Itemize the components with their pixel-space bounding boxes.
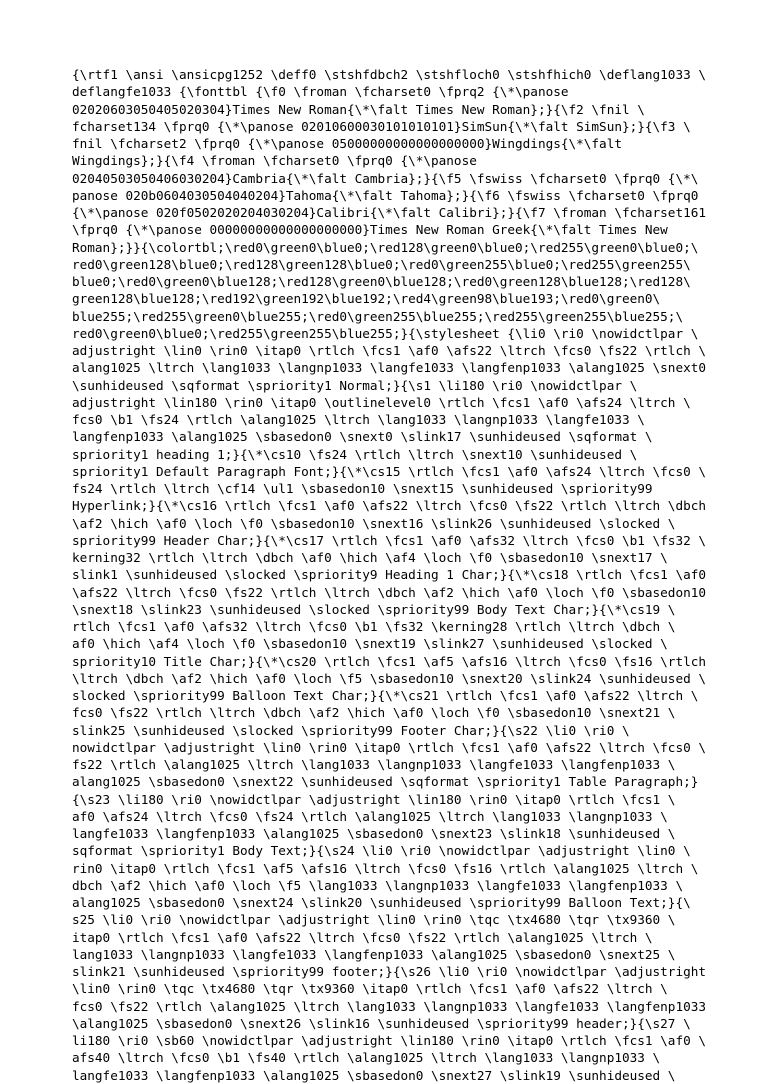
text-line: afs40 \ltrch \fcs0 \b1 \fs40 \rtlch \alang1025 \ltrch \lang1033 \langnp1033 \ [72, 1050, 661, 1066]
text-line: af0 \afs24 \ltrch \fcs0 \fs24 \rtlch \alang1025 \ltrch \lang1033 \langnp1033 \ [72, 808, 668, 824]
text-line: 02040503050406030204}Cambria{\*\falt Cambria};}{\f5 \fswiss \fcharset0 \fprq0 {\*\ [72, 170, 699, 186]
text-line: {\*\panose 020f0502020204030204}Calibri{\*\falt Calibri};}{\f7 \froman \fcharset161 [72, 205, 706, 220]
text-line: 02020603050405020304}Times New Roman{\*\falt Times New Roman};}{\f2 \fnil \ [72, 101, 645, 117]
text-line: green128\blue128;\red192\green192\blue192;\red4\green98\blue193;\red0\green0\ [72, 291, 661, 307]
text-line: spriority1 Default Paragraph Font;}{\*\cs15 \rtlch \fcs1 \af0 \afs24 \ltrch \fcs0 \ [72, 463, 706, 479]
text-line: af0 \hich \af4 \loch \f0 \sbasedon10 \snext19 \slink27 \sunhideused \slocked \ [72, 636, 668, 652]
text-line: blue0;\red0\green0\blue128;\red128\green0\blue128;\red0\green128\blue128;\red128\ [72, 274, 691, 289]
text-line: langfe1033 \langfenp1033 \alang1025 \sbasedon0 \snext23 \slink18 \sunhideused \ [72, 826, 676, 841]
text-line: \sunhideused \sqformat \spriority1 Normal;}{\s1 \li180 \ri0 \nowidctlpar \ [72, 377, 638, 393]
text-line: \alang1025 \sbasedon0 \snext26 \slink16 \sunhideused \spriority99 header;}{\s27 \ [72, 1015, 691, 1031]
text-line: fs22 \rtlch \alang1025 \ltrch \lang1033 \langnp1033 \langfe1033 \langfenp1033 \ [72, 757, 676, 772]
text-line: fcs0 \b1 \fs24 \rtlch \alang1025 \ltrch \lang1033 \langnp1033 \langfe1033 \ [72, 412, 645, 427]
text-line: spriority10 Title Char;}{\*\cs20 \rtlch \fcs1 \af5 \afs16 \ltrch \fcs0 \fs16 \rtlch [72, 653, 706, 669]
text-line: \af2 \hich \af0 \loch \f0 \sbasedon10 \snext16 \slink26 \sunhideused \slocked \ [72, 515, 676, 531]
text-line: red0\green128\blue0;\red128\green128\blue0;\red0\green255\blue0;\red255\green255\ [72, 256, 691, 272]
text-line: {\s23 \li180 \ri0 \nowidctlpar \adjustright \lin180 \rin0 \itap0 \rtlch \fcs1 \ [72, 791, 676, 807]
text-line: slink25 \sunhideused \slocked \spriority99 Footer Char;}{\s22 \li0 \ri0 \ [72, 722, 630, 738]
text-line: rin0 \itap0 \rtlch \fcs1 \af5 \afs16 \ltrch \fcs0 \fs16 \rtlch \alang1025 \ltrch \ [72, 860, 699, 876]
text-line: alang1025 \sbasedon0 \snext22 \sunhideused \sqformat \spriority1 Table Paragraph;} [72, 774, 699, 790]
text-line: deflangfe1033 {\fonttbl {\f0 \froman \fcharset0 \fprq2 {\*\panose [72, 84, 569, 100]
text-line: panose 020b0604030504040204}Tahoma{\*\falt Tahoma};}{\f6 \fswiss \fcharset0 \fprq0 [72, 187, 699, 203]
text-line: lang1033 \langnp1033 \langfe1033 \langfenp1033 \alang1025 \sbasedon0 \snext25 \ [72, 946, 676, 962]
rtf-source-text [72, 66, 712, 1084]
text-line: spriority99 Header Char;}{\*\cs17 \rtlch \fcs1 \af0 \afs32 \ltrch \fcs0 \b1 \fs32 \ [72, 532, 706, 548]
text-line: red0\green0\blue0;\red255\green255\blue255;}{\stylesheet {\li0 \ri0 \nowidctlpar \ [72, 325, 699, 341]
text-line: slink21 \sunhideused \spriority99 footer;}{\s26 \li0 \ri0 \nowidctlpar \adjustright [72, 964, 706, 979]
text-line: \afs22 \ltrch \fcs0 \fs22 \rtlch \ltrch \dbch \af2 \hich \af0 \loch \f0 \sbasedon10 [72, 584, 706, 600]
text-line: kerning32 \rtlch \ltrch \dbch \af0 \hich \af4 \loch \f0 \sbasedon10 \snext17 \ [72, 550, 668, 565]
text-line: adjustright \lin0 \rin0 \itap0 \rtlch \fcs1 \af0 \afs22 \ltrch \fcs0 \fs22 \rtlch \ [72, 343, 706, 358]
text-line: langfe1033 \langfenp1033 \alang1025 \sbasedon0 \snext27 \slink19 \sunhideused \ [72, 1067, 676, 1083]
text-line: s25 \li0 \ri0 \nowidctlpar \adjustright \lin0 \rin0 \tqc \tx4680 \tqr \tx9360 \ [72, 912, 676, 928]
text-line: Hyperlink;}{\*\cs16 \rtlch \fcs1 \af0 \afs22 \ltrch \fcs0 \fs22 \rtlch \ltrch \dbch [72, 498, 706, 514]
text-line: alang1025 \ltrch \lang1033 \langnp1033 \langfe1033 \langfenp1033 \alang1025 \snext0 [72, 360, 706, 376]
text-line: slink1 \sunhideused \slocked \spriority9 Heading 1 Char;}{\*\cs18 \rtlch \fcs1 \af0 [72, 567, 706, 583]
text-line: spriority1 heading 1;}{\*\cs10 \fs24 \rtlch \ltrch \snext10 \sunhideused \ [72, 446, 638, 462]
text-line: sqformat \spriority1 Body Text;}{\s24 \li0 \ri0 \nowidctlpar \adjustright \lin0 \ [72, 843, 691, 859]
text-line: li180 \ri0 \sb60 \nowidctlpar \adjustright \lin180 \rin0 \itap0 \rtlch \fcs1 \af0 \ [72, 1033, 706, 1048]
text-line: blue255;\red255\green0\blue255;\red0\green255\blue255;\red255\green255\blue255;\ [72, 308, 684, 324]
text-line: \fprq0 {\*\panose 00000000000000000000}Times New Roman Greek{\*\falt Times New [72, 222, 668, 238]
text-line: fcharset134 \fprq0 {\*\panose 02010600030101010101}SimSun{\*\falt SimSun};}{\f3 \ [72, 118, 691, 134]
text-line: nowidctlpar \adjustright \lin0 \rin0 \itap0 \rtlch \fcs1 \af0 \afs22 \ltrch \fcs0 \ [72, 739, 706, 755]
text-line: slocked \spriority99 Balloon Text Char;}{\*\cs21 \rtlch \fcs1 \af0 \afs22 \ltrch \ [72, 688, 699, 703]
text-line: {\rtf1 \ansi \ansicpg1252 \deff0 \stshfdbch2 \stshfloch0 \stshfhich0 \deflang1033 \ [72, 67, 706, 82]
text-line: alang1025 \sbasedon0 \snext24 \slink20 \sunhideused \spriority99 Balloon Text;}{\ [72, 895, 691, 910]
text-line: Wingdings};}{\f4 \froman \fcharset0 \fprq0 {\*\panose [72, 153, 477, 169]
text-line: langfenp1033 \alang1025 \sbasedon0 \snext0 \slink17 \sunhideused \sqformat \ [72, 429, 653, 445]
text-line: \ltrch \dbch \af2 \hich \af0 \loch \f5 \sbasedon10 \snext20 \slink24 \sunhideused \ [72, 670, 706, 686]
text-line: rtlch \fcs1 \af0 \afs32 \ltrch \fcs0 \b1 \fs32 \kerning28 \rtlch \ltrch \dbch \ [72, 619, 676, 634]
text-line: Roman};}}{\colortbl;\red0\green0\blue0;\red128\green0\blue0;\red255\green0\blue0;\ [72, 239, 699, 255]
text-line: itap0 \rtlch \fcs1 \af0 \afs22 \ltrch \fcs0 \fs22 \rtlch \alang1025 \ltrch \ [72, 929, 653, 945]
text-line: adjustright \lin180 \rin0 \itap0 \outlinelevel0 \rtlch \fcs1 \af0 \afs24 \ltrch \ [72, 394, 691, 410]
text-line: fs24 \rtlch \ltrch \cf14 \ul1 \sbasedon10 \snext15 \sunhideused \spriority99 [72, 481, 653, 496]
text-line: \snext18 \slink23 \sunhideused \slocked \spriority99 Body Text Char;}{\*\cs19 \ [72, 601, 676, 617]
text-line: dbch \af2 \hich \af0 \loch \f5 \lang1033 \langnp1033 \langfe1033 \langfenp1033 \ [72, 877, 684, 893]
text-line: fnil \fcharset2 \fprq0 {\*\panose 05000000000000000000}Wingdings{\*\falt [72, 136, 622, 151]
text-line: \lin0 \rin0 \tqc \tx4680 \tqr \tx9360 \itap0 \rtlch \fcs1 \af0 \afs22 \ltrch \ [72, 981, 668, 997]
text-line: fcs0 \fs22 \rtlch \alang1025 \ltrch \lang1033 \langnp1033 \langfe1033 \langfenp1033 [72, 998, 706, 1014]
text-line: fcs0 \fs22 \rtlch \ltrch \dbch \af2 \hich \af0 \loch \f0 \sbasedon10 \snext21 \ [72, 705, 676, 721]
